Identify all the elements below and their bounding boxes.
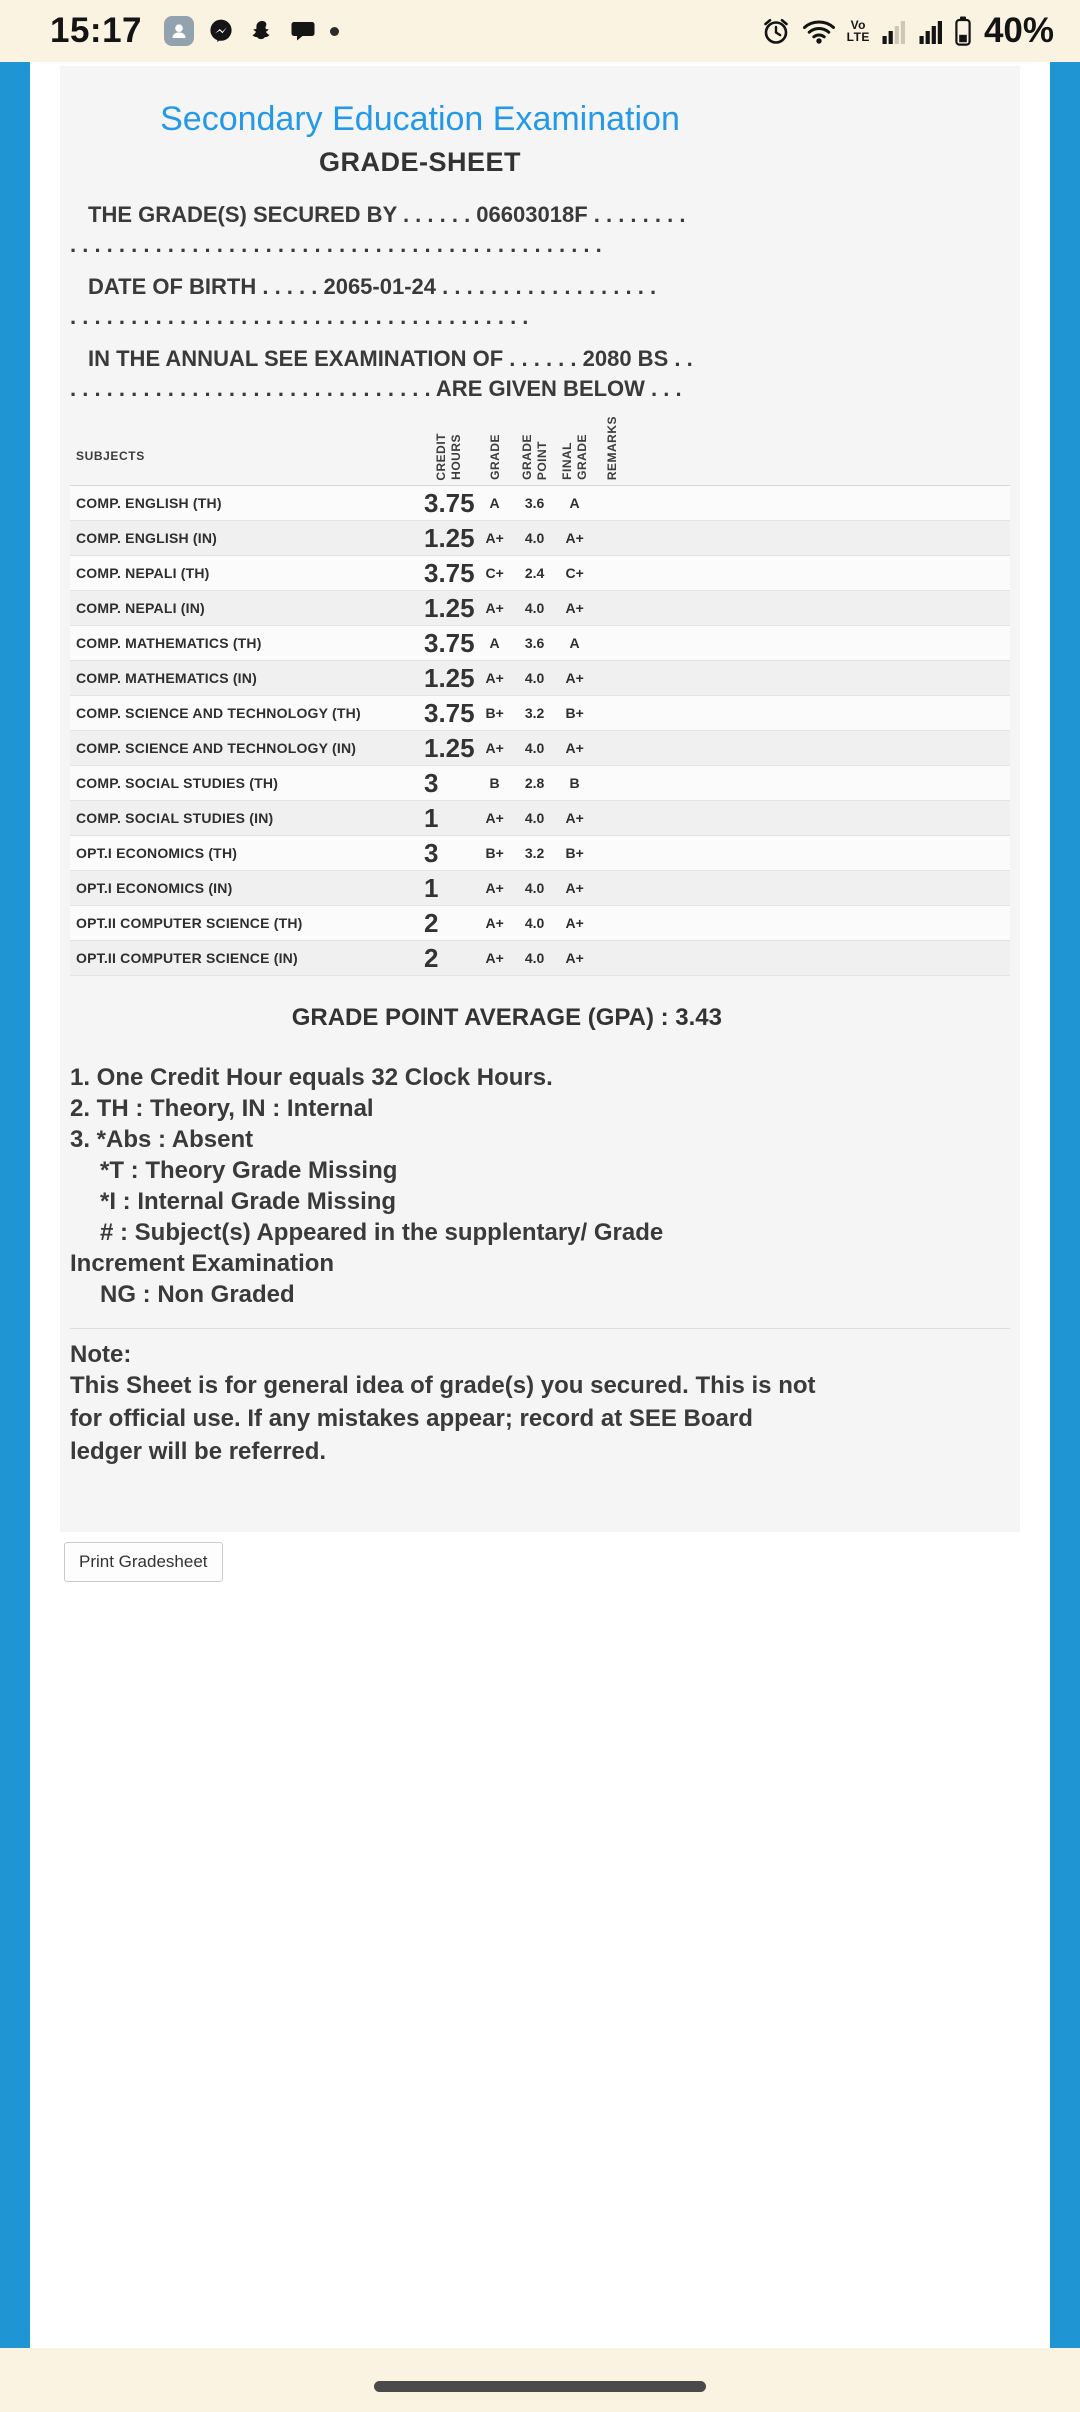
cell-grade: B+ (475, 836, 515, 871)
cell-remarks (595, 801, 1010, 836)
cell-point: 4.0 (515, 801, 555, 836)
table-row (70, 766, 1010, 801)
avatar-badge-icon (164, 16, 194, 46)
note-title: Note: (70, 1341, 132, 1369)
note-line: *T : Theory Grade Missing (100, 1157, 398, 1185)
table-row (70, 486, 1010, 521)
cell-point: 4.0 (515, 591, 555, 626)
cell-point: 4.0 (515, 906, 555, 941)
cell-remarks (595, 836, 1010, 871)
cell-credit: 3.75 (422, 486, 475, 521)
messenger-icon (207, 17, 235, 45)
vertical-label: FINAL (560, 442, 575, 481)
declaration-line: THE GRADE(S) SECURED BY . . . . . . 06603018F . . . . . . . . (88, 202, 686, 227)
cell-subject: OPT.II COMPUTER SCIENCE (TH) (70, 906, 422, 941)
status-bar (0, 0, 1080, 62)
column-header-subjects (70, 416, 422, 486)
note-line: Increment Examination (70, 1250, 335, 1278)
cell-credit: 3.75 (422, 626, 475, 661)
vertical-label-group (520, 434, 549, 484)
cell-credit: 1.25 (422, 731, 475, 766)
table-row (70, 591, 1010, 626)
cell-final: A+ (555, 801, 595, 836)
cell-remarks (595, 626, 1010, 661)
declaration-line: . . . . . . . . . . . . . . . . . . . . . . . . . . . . . . . . . . . . . . . . . . . . (70, 232, 602, 257)
cell-final: A+ (555, 731, 595, 766)
table-row (70, 521, 1010, 556)
column-header-grade (475, 416, 515, 486)
cell-final: A+ (555, 941, 595, 976)
declaration (70, 344, 770, 404)
battery-icon (955, 16, 971, 46)
vertical-label-group (488, 434, 502, 484)
cell-final: A (555, 486, 595, 521)
cell-grade: A+ (475, 731, 515, 766)
cell-credit: 3 (422, 766, 475, 801)
cell-point: 3.6 (515, 626, 555, 661)
cell-point: 3.2 (515, 696, 555, 731)
vertical-label-group (434, 433, 463, 485)
cell-remarks (595, 906, 1010, 941)
cell-final: B (555, 766, 595, 801)
vertical-label: POINT (535, 441, 550, 481)
cell-point: 4.0 (515, 661, 555, 696)
cell-credit: 3.75 (422, 696, 475, 731)
cell-final: A+ (555, 521, 595, 556)
declaration-line: DATE OF BIRTH . . . . . 2065-01-24 . . . . . . . . . . . . . . . . . . (88, 274, 657, 299)
note-line: NG : Non Graded (100, 1281, 295, 1309)
print-gradesheet-button[interactable]: Print Gradesheet (64, 1542, 223, 1582)
table-header-row (70, 416, 1010, 486)
cell-subject: OPT.II COMPUTER SCIENCE (IN) (70, 941, 422, 976)
snapchat-icon (248, 17, 276, 45)
gpa-line: GRADE POINT AVERAGE (GPA) : 3.43 (291, 1004, 722, 1032)
cell-credit: 2 (422, 941, 475, 976)
system-navigation-bar (0, 2348, 1080, 2412)
column-header-remarks (595, 416, 1010, 486)
cell-final: A+ (555, 661, 595, 696)
note-line: 2. TH : Theory, IN : Internal (70, 1095, 374, 1123)
cell-credit: 1 (422, 801, 475, 836)
cell-remarks (595, 766, 1010, 801)
table-body (70, 486, 1010, 976)
cell-subject: OPT.I ECONOMICS (IN) (70, 871, 422, 906)
declarations (70, 200, 1010, 404)
table-row (70, 836, 1010, 871)
cell-subject: COMP. SCIENCE AND TECHNOLOGY (TH) (70, 696, 422, 731)
cell-remarks (595, 486, 1010, 521)
cell-remarks (595, 591, 1010, 626)
cell-grade: A+ (475, 871, 515, 906)
column-header-point (515, 416, 555, 486)
declaration-line: IN THE ANNUAL SEE EXAMINATION OF . . . . . . 2080 BS . . (88, 346, 693, 371)
page-subtitle: GRADE-SHEET (318, 147, 521, 177)
volte-label-top: Vo (850, 18, 867, 32)
cell-subject: COMP. MATHEMATICS (IN) (70, 661, 422, 696)
volte-icon (847, 19, 870, 43)
cell-grade: A+ (475, 521, 515, 556)
chat-bubble-icon (289, 17, 317, 45)
browser-viewport (0, 62, 1080, 2348)
table-row (70, 696, 1010, 731)
signal-strength-icon-2 (918, 18, 944, 44)
cell-subject: COMP. SCIENCE AND TECHNOLOGY (IN) (70, 731, 422, 766)
cell-grade: C+ (475, 556, 515, 591)
vertical-label: GRADE (487, 434, 502, 481)
header-block (70, 100, 770, 178)
notification-icons (164, 16, 339, 46)
cell-subject: COMP. MATHEMATICS (TH) (70, 626, 422, 661)
cell-point: 4.0 (515, 521, 555, 556)
cell-subject: COMP. NEPALI (TH) (70, 556, 422, 591)
vertical-label: REMARKS (604, 416, 619, 481)
table-row (70, 731, 1010, 766)
note-body: This Sheet is for general idea of grade(s) you secured. This is not for official use. If any mistakes appear; record at SEE Board ledger will be referred. (70, 1372, 816, 1466)
alarm-clock-icon (761, 16, 791, 46)
cell-point: 2.4 (515, 556, 555, 591)
cell-credit: 3 (422, 836, 475, 871)
cell-point: 3.2 (515, 836, 555, 871)
notification-dot-icon (330, 27, 339, 36)
vertical-label-group (560, 434, 589, 484)
cell-credit: 2 (422, 906, 475, 941)
battery-percent: 40% (983, 11, 1054, 50)
cell-credit: 3.75 (422, 556, 475, 591)
declaration-line: . . . . . . . . . . . . . . . . . . . . . . . . . . . . . . ARE GIVEN BELOW . . . (70, 376, 682, 401)
vertical-label: GRADE (520, 434, 535, 481)
cell-subject: COMP. ENGLISH (IN) (70, 521, 422, 556)
declaration-line: . . . . . . . . . . . . . . . . . . . . . . . . . . . . . . . . . . . . . . (70, 304, 529, 329)
cell-credit: 1.25 (422, 521, 475, 556)
cell-final: A+ (555, 871, 595, 906)
cell-grade: B (475, 766, 515, 801)
gesture-pill[interactable] (374, 2381, 706, 2392)
table-row (70, 556, 1010, 591)
cell-grade: A+ (475, 661, 515, 696)
cell-credit: 1.25 (422, 661, 475, 696)
cell-subject: COMP. SOCIAL STUDIES (IN) (70, 801, 422, 836)
note-line: *I : Internal Grade Missing (100, 1188, 397, 1216)
declaration (70, 200, 770, 260)
note-line: 1. One Credit Hour equals 32 Clock Hours. (70, 1064, 553, 1092)
table-row (70, 871, 1010, 906)
cell-subject: COMP. NEPALI (IN) (70, 591, 422, 626)
column-header-label: SUBJECTS (76, 449, 145, 464)
cell-remarks (595, 696, 1010, 731)
system-status-icons (761, 11, 1054, 51)
page-title: Secondary Education Examination (160, 100, 680, 138)
cell-grade: A (475, 486, 515, 521)
vertical-label: HOURS (448, 434, 463, 481)
cell-subject: COMP. ENGLISH (TH) (70, 486, 422, 521)
column-header-final (555, 416, 595, 486)
cell-final: A+ (555, 591, 595, 626)
note-section (70, 1328, 1010, 1468)
cell-final: A (555, 626, 595, 661)
volte-label-bottom: LTE (846, 30, 870, 44)
grades-table (70, 416, 1010, 976)
note-line: # : Subject(s) Appeared in the supplentary/ Grade (100, 1219, 664, 1247)
cell-grade: A+ (475, 591, 515, 626)
cell-remarks (595, 556, 1010, 591)
cell-subject: COMP. SOCIAL STUDIES (TH) (70, 766, 422, 801)
cell-grade: A+ (475, 941, 515, 976)
table-row (70, 626, 1010, 661)
cell-final: A+ (555, 906, 595, 941)
signal-strength-icon-1 (881, 18, 907, 44)
cell-point: 4.0 (515, 731, 555, 766)
table-row (70, 906, 1010, 941)
declaration (70, 272, 770, 332)
vertical-label-group (605, 416, 619, 484)
cell-final: B+ (555, 696, 595, 731)
gradesheet-panel (60, 66, 1020, 1532)
cell-point: 3.6 (515, 486, 555, 521)
cell-final: C+ (555, 556, 595, 591)
cell-final: B+ (555, 836, 595, 871)
table-row (70, 941, 1010, 976)
notes-list (70, 1062, 1010, 1310)
cell-remarks (595, 871, 1010, 906)
cell-point: 4.0 (515, 941, 555, 976)
cell-remarks (595, 521, 1010, 556)
vertical-label: CREDIT (433, 432, 448, 481)
note-line: 3. *Abs : Absent (70, 1126, 254, 1154)
table-row (70, 661, 1010, 696)
cell-point: 2.8 (515, 766, 555, 801)
cell-grade: B+ (475, 696, 515, 731)
cell-grade: A (475, 626, 515, 661)
column-header-credit (422, 416, 475, 486)
clock-time: 15:17 (50, 11, 143, 50)
cell-grade: A+ (475, 906, 515, 941)
gradesheet-page (30, 62, 1050, 2348)
cell-grade: A+ (475, 801, 515, 836)
cell-subject: OPT.I ECONOMICS (TH) (70, 836, 422, 871)
cell-credit: 1.25 (422, 591, 475, 626)
cell-remarks (595, 661, 1010, 696)
table-row (70, 801, 1010, 836)
wifi-icon (802, 17, 836, 45)
cell-remarks (595, 731, 1010, 766)
cell-point: 4.0 (515, 871, 555, 906)
cell-remarks (595, 941, 1010, 976)
vertical-label: GRADE (575, 434, 590, 481)
cell-credit: 1 (422, 871, 475, 906)
